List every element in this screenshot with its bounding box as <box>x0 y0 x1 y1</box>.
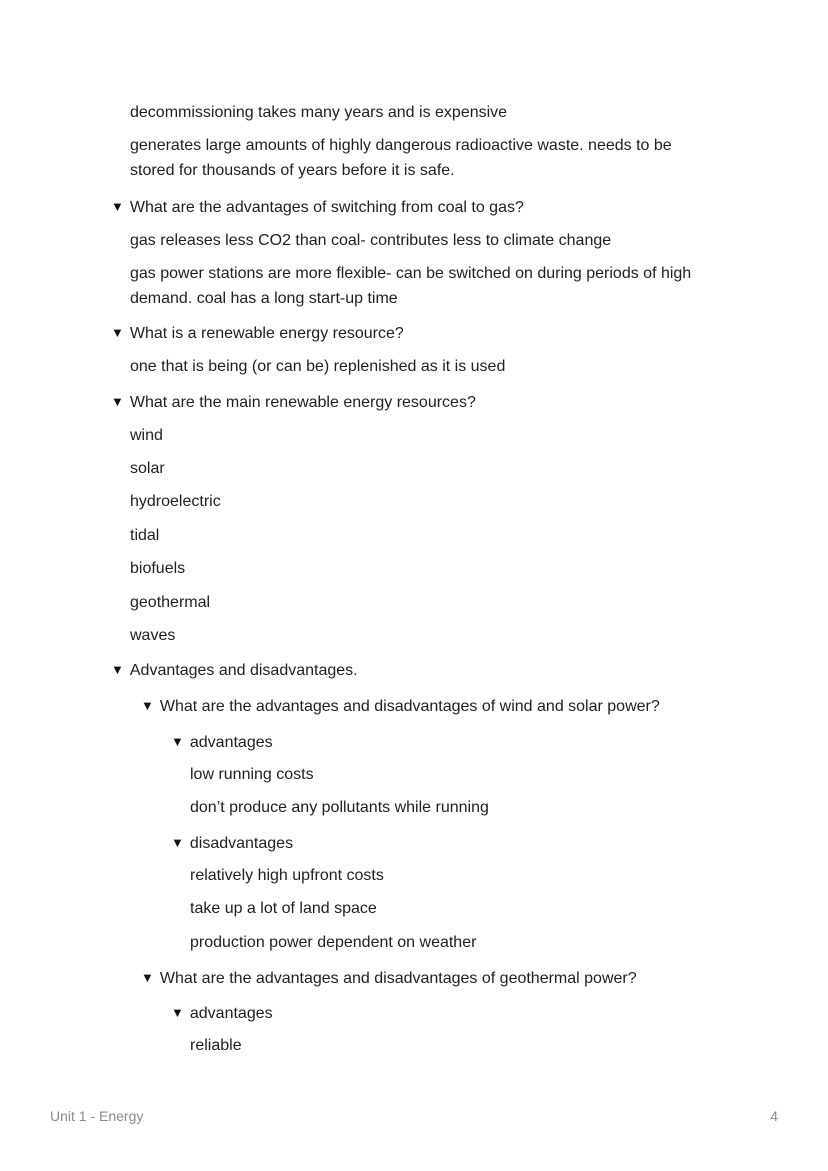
triangle-down-icon[interactable]: ▼ <box>111 325 124 340</box>
list-item: geothermal <box>130 594 211 611</box>
question-text: What is a renewable energy resource? <box>129 325 404 342</box>
list-item: wind <box>130 427 163 444</box>
question-text: What are the advantages and disadvantages of wind and solar power? <box>159 698 660 715</box>
toggle-question-wind-solar[interactable] <box>141 693 660 719</box>
triangle-down-icon[interactable]: ▼ <box>141 698 154 713</box>
subheading-text: advantages <box>189 1005 273 1022</box>
list-item: take up a lot of land space <box>190 900 377 917</box>
triangle-down-icon[interactable]: ▼ <box>171 734 184 749</box>
toggle-advantages-disadvantages[interactable] <box>111 657 358 683</box>
triangle-down-icon[interactable]: ▼ <box>141 970 154 985</box>
subheading-text: disadvantages <box>189 835 294 852</box>
list-item: hydroelectric <box>130 493 221 510</box>
list-item: don’t produce any pollutants while running <box>190 799 489 816</box>
triangle-down-icon[interactable]: ▼ <box>111 662 124 677</box>
answer-text: stored for thousands of years before it is safe. <box>130 162 455 179</box>
answer-text: gas power stations are more flexible- can be switched on during periods of high <box>130 265 692 282</box>
toggle-question-geothermal[interactable] <box>141 965 637 991</box>
section-heading: Advantages and disadvantages. <box>129 662 358 679</box>
list-item: waves <box>130 627 176 644</box>
question-text: What are the advantages of switching from coal to gas? <box>129 199 524 216</box>
page-number: 4 <box>770 1108 778 1124</box>
triangle-down-icon[interactable]: ▼ <box>111 199 124 214</box>
toggle-question-coal-gas[interactable] <box>111 194 524 220</box>
answer-text: decommissioning takes many years and is expensive <box>130 104 508 121</box>
list-item: biofuels <box>130 560 186 577</box>
list-item: solar <box>130 460 165 477</box>
triangle-down-icon[interactable]: ▼ <box>171 1005 184 1020</box>
triangle-down-icon[interactable]: ▼ <box>171 835 184 850</box>
answer-text: demand. coal has a long start-up time <box>130 290 398 307</box>
list-item: tidal <box>130 527 160 544</box>
answer-text: one that is being (or can be) replenished as it is used <box>130 358 506 375</box>
subheading-text: advantages <box>189 734 273 751</box>
toggle-advantages[interactable] <box>171 1000 273 1026</box>
question-text: What are the main renewable energy resources? <box>129 394 476 411</box>
list-item: low running costs <box>190 766 314 783</box>
list-item: reliable <box>190 1037 242 1054</box>
toggle-disadvantages[interactable] <box>171 830 293 856</box>
toggle-question-renewable[interactable] <box>111 320 404 346</box>
answer-text: gas releases less CO2 than coal- contributes less to climate change <box>130 232 612 249</box>
footer-title: Unit 1 - Energy <box>50 1108 144 1124</box>
list-item: production power dependent on weather <box>190 934 477 951</box>
list-item: relatively high upfront costs <box>190 867 384 884</box>
toggle-question-main-renewables[interactable] <box>111 389 476 415</box>
question-text: What are the advantages and disadvantages of geothermal power? <box>159 970 637 987</box>
triangle-down-icon[interactable]: ▼ <box>111 394 124 409</box>
answer-text: generates large amounts of highly dangerous radioactive waste. needs to be <box>130 137 672 154</box>
toggle-advantages[interactable] <box>171 729 273 755</box>
